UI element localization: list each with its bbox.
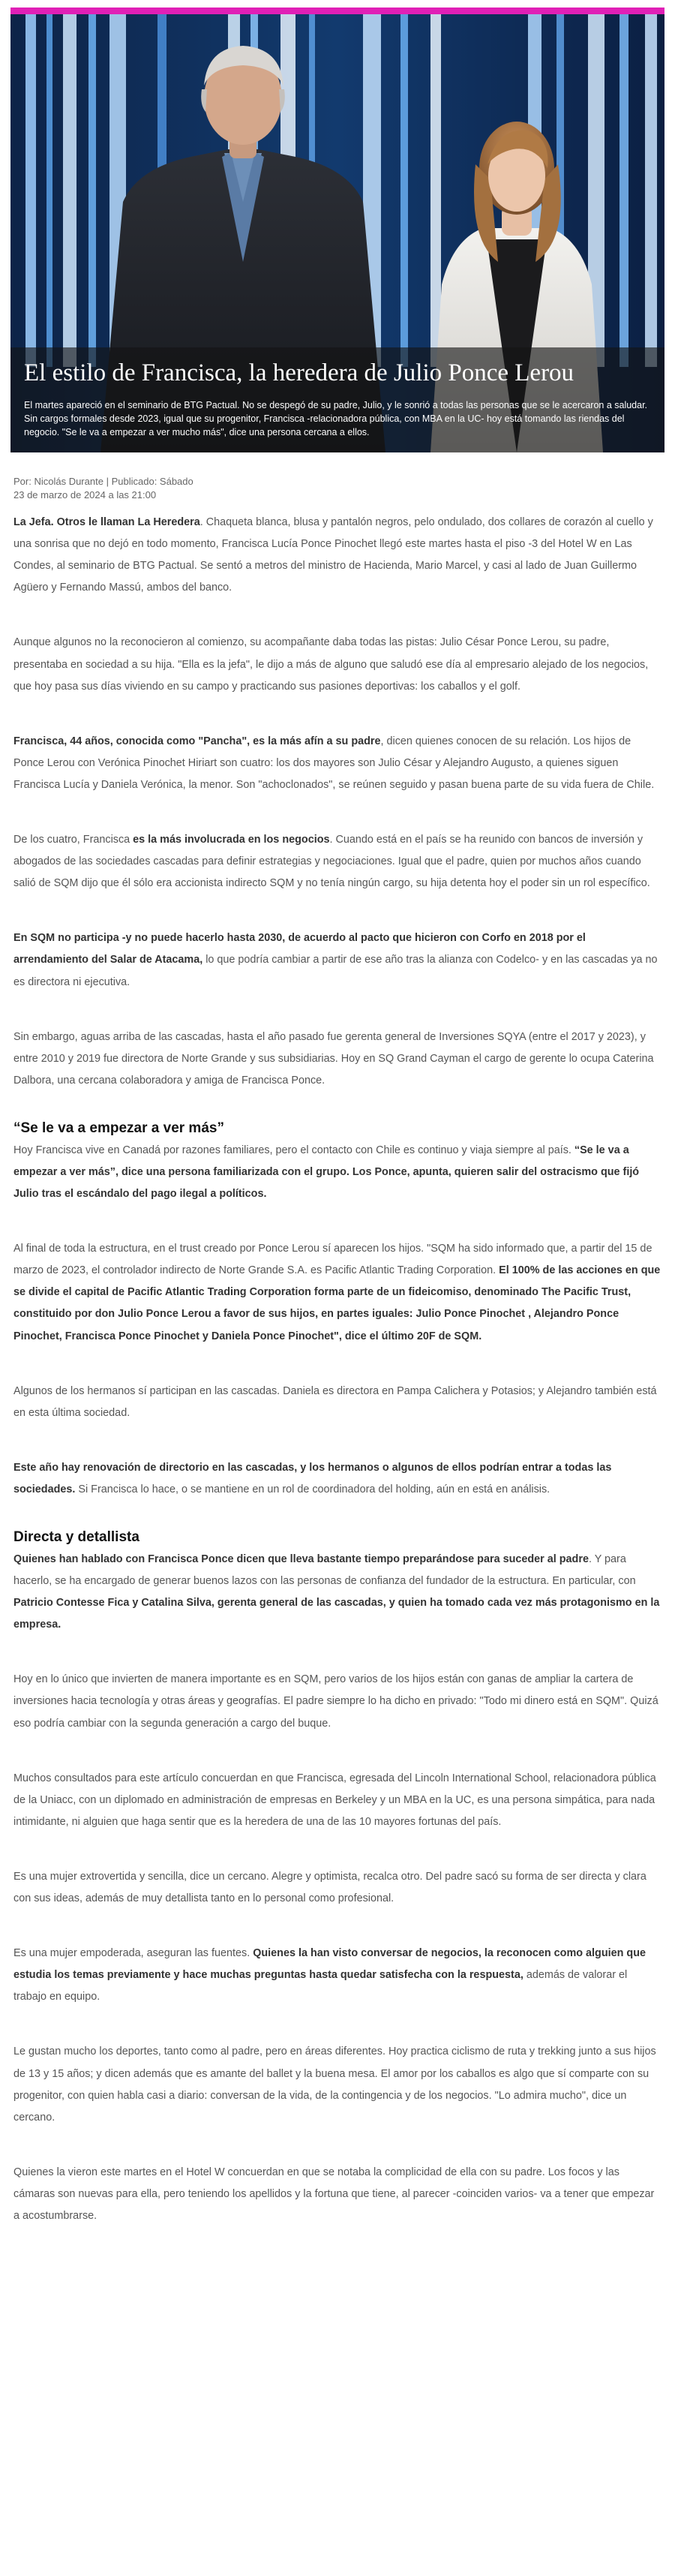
- paragraph-11: [14, 1549, 662, 1636]
- paragraph-14: [14, 1866, 662, 1910]
- body-text: Es una mujer extrovertida y sencilla, dice un cercano. Alegre y optimista, recalca otro. Del padre sacó su forma de ser directa y clara con sus ideas, además de muy detallista tanto en lo personal como profesional.: [14, 1870, 646, 1905]
- body-text: Es una mujer empoderada, aseguran las fuentes.: [14, 1947, 254, 1960]
- bold-text: Patricio Contesse Fica y Catalina Silva, gerenta general de las cascadas, y quien ha tomado cada vez más protagonismo en la empresa.: [14, 1597, 660, 1631]
- paragraph-15: [14, 1943, 662, 2008]
- body-text: además de valorar el trabajo en equipo.: [14, 1969, 628, 2003]
- section-heading: “Se le va a empezar a ver más”: [14, 1120, 224, 1136]
- author[interactable]: Por: Nicolás Durante: [14, 476, 104, 487]
- meta-separator: |: [106, 476, 109, 487]
- bold-text: En SQM no participa -y no puede hacerlo hasta 2030, de acuerdo al pacto que hicieron con Corfo en 2018 por el arrendamiento del Salar de Atacama,: [14, 932, 586, 966]
- paragraph-16: [14, 2041, 662, 2128]
- paragraph-8: [14, 1238, 662, 1347]
- bold-text: Quienes la han visto conversar de negocios, la reconocen como alguien que estudia los temas previamente y hace muchas preguntas hasta quedar satisfecha con la respuesta,: [14, 1947, 646, 1982]
- hero-image: [10, 14, 664, 452]
- paragraph-5: [14, 927, 662, 993]
- bold-text: es la más involucrada en los negocios: [133, 834, 330, 846]
- body-text: , dicen quienes conocen de su relación. Los hijos de Ponce Lerou con Verónica Pinochet Hiriart son cuatro: los dos mayores son Julio César y Alejandro Augusto, a quienes siguen Francisca Lucía y Daniela Verónica, la menor. Son "achoclonados", se reúnen seguido y pasan buena parte de su vida fuera de Chile.: [14, 735, 655, 791]
- body-text: Aunque algunos no la reconocieron al comienzo, su acompañante daba todas las pistas: Julio César Ponce Lerou, su padre, presentaba en sociedad a su hija. "Ella es la jefa", le dijo a más de alguno que saludó ese día al empresario alejado de los negocios, que hoy pasa sus días viviendo en su campo y practicando sus pasiones deportivas: los caballos y el golf.: [14, 636, 649, 693]
- bold-text: Francisca, 44 años, conocida como "Pancha", es la más afín a su padre: [14, 735, 381, 747]
- paragraph-3: [14, 731, 662, 796]
- body-text: Hoy Francisca vive en Canadá por razones familiares, pero el contacto con Chile es continuo y viaja siempre al país.: [14, 1144, 574, 1156]
- body-text: . Chaqueta blanca, blusa y pantalón negros, pelo ondulado, dos collares de corazón al cuello y una sonrisa que no dejó en todo momento, Francisca Lucía Ponce Pinochet llegó este martes hasta el piso -3 del Hotel W en Las Condes, al seminario de BTG Pactual. Se sentó a metros del ministro de Hacienda, Mario Marcel, y casi al lado de Juan Guillermo Agüero y Fernando Massú, ambos del banco.: [14, 516, 653, 594]
- hero-caption: [10, 347, 664, 452]
- body-text: Si Francisca lo hace, o se mantiene en un rol de coordinadora del holding, aún en está en análisis.: [75, 1483, 550, 1495]
- body-text: lo que podría cambiar a partir de ese año tras la alianza con Codelco- y en las cascadas ya no es directora ni ejecutiva.: [14, 954, 658, 988]
- bold-text: La Jefa. Otros le llaman La Heredera: [14, 516, 200, 529]
- body-text: Quienes la vieron este martes en el Hotel W concuerdan en que se notaba la complicidad de ella con su padre. Los focos y las cámaras son nuevas para ella, pero teniendo los apellidos y la fortuna que tiene, al parecer -coinciden varios- va a tener que empezar a acostumbrarse.: [14, 2166, 655, 2222]
- bold-text: El 100% de las acciones en que se divide el capital de Pacific Atlantic Trading Corporation forma parte de un fideicomiso, denominado The Pacific Trust, constituido por don Julio Ponce Lerou a favor de sus hijos, en partes iguales: Julio Ponce Pinochet , Alejandro Ponce Pinochet, Francisca Ponce Pinochet y Daniela Ponce Pinochet", dice el último 20F de SQM.: [14, 1264, 661, 1342]
- paragraph-4: [14, 829, 662, 894]
- body-text: Al final de toda la estructura, en el trust creado por Ponce Lerou sí aparecen los hijos. "SQM ha sido informado que, a partir del 15 de marzo de 2023, el controlador indirecto de Norte Grande S.A. es Pacific Atlantic Trading Corporation.: [14, 1243, 652, 1277]
- accent-bar: [10, 8, 664, 14]
- body-text: De los cuatro, Francisca: [14, 834, 134, 846]
- article-meta: [14, 475, 662, 501]
- paragraph-10: [14, 1457, 662, 1501]
- body-text: . Y para hacerlo, se ha encargado de generar buenos lazos con las personas de confianza del fundador de la estructura. En particular, con: [14, 1553, 636, 1588]
- byline-row: [14, 475, 662, 488]
- bold-text: Este año hay renovación de directorio en las cascadas, y los hermanos o algunos de ellos podrían entrar a todas las sociedades.: [14, 1461, 612, 1495]
- published-label: Publicado: Sábado: [111, 476, 194, 487]
- bold-text: Quienes han hablado con Francisca Ponce dicen que lleva bastante tiempo preparándose para suceder al padre: [14, 1553, 589, 1565]
- paragraph-9: [14, 1381, 662, 1424]
- article-summary: El martes apareció en el seminario de BTG Pactual. No se despegó de su padre, Julio, y le sonrió a todas las personas que se le acercaron a saludar. Sin cargos formales desde 2023, igual que su progenitor, Francisca -relacionadora pública, con MBA en la UC- hoy está tomando las riendas del negocio. "Se le va a empezar a ver mucho más", dice una persona cercana a ellos.: [24, 399, 648, 437]
- published-date: 23 de marzo de 2024 a las 21:00: [14, 488, 157, 500]
- bold-text: “Se le va a empezar a ver más”, dice una persona familiarizada con el grupo. Los Ponce, apunta, quieren salir del ostracismo que fijó Julio tras el escándalo del pago ilegal a políticos.: [14, 1144, 640, 1201]
- article-body: [14, 512, 662, 2227]
- paragraph-6: [14, 1026, 662, 1092]
- paragraph-1: [14, 512, 662, 599]
- paragraph-13: [14, 1768, 662, 1833]
- body-text: Hoy en lo único que invierten de manera importante es en SQM, pero varios de los hijos están con ganas de ampliar la cartera de inversiones hacia tecnología y otras áreas y geografías. El padre siempre lo ha dicho en privado: "Todo mi dinero está en SQM". Quizá eso podría cambiar con la segunda generación a cargo del buque.: [14, 1673, 658, 1730]
- body-text: Muchos consultados para este artículo concuerdan en que Francisca, egresada del Lincoln International School, relacionadora pública de la Uniacc, con un diplomado en administración de empresas en Berkeley y un MBA en la UC, es una persona simpática, para nada intimidante, ni alguien que haga sentir que es la heredera de una de las 10 mayores fortunas del país.: [14, 1772, 656, 1828]
- body-text: Algunos de los hermanos sí participan en las cascadas. Daniela es directora en Pampa Calichera y Potasios; y Alejandro también está en esta última sociedad.: [14, 1384, 657, 1419]
- article-title: El estilo de Francisca, la heredera de Julio Ponce Lerou: [24, 359, 574, 386]
- paragraph-12: [14, 1669, 662, 1734]
- paragraph-17: [14, 2162, 662, 2227]
- section-heading: Directa y detallista: [14, 1529, 140, 1545]
- body-text: Le gustan mucho los deportes, tanto como al padre, pero en áreas diferentes. Hoy practica ciclismo de ruta y trekking junto a sus hijos de 13 y 15 años; y dicen además que es amante del ballet y la buena mesa. El amor por los caballos es algo que sí comparte con su progenitor, con quien habla casi a diario: conversan de la vida, de la contingencia y de los negocios. "Lo admira mucho", dice un cercano.: [14, 2045, 656, 2124]
- paragraph-2: [14, 632, 662, 697]
- paragraph-7: [14, 1140, 662, 1205]
- body-text: . Cuando está en el país se ha reunido con bancos de inversión y abogados de las sociedades cascadas para definir estrategias y negociaciones. Igual que el padre, quien por muchos años cuando salió de SQM dijo que él sólo era accionista indirecto SQM y no tenía ningún cargo, su hija detenta hoy el poder sin un rol específico.: [14, 834, 650, 890]
- body-text: Sin embargo, aguas arriba de las cascadas, hasta el año pasado fue gerenta general de Inversiones SQYA (entre el 2017 y 2023), y entre 2010 y 2019 fue directora de Norte Grande y sus subsidiarias. Hoy en SQ Grand Cayman el cargo de gerente lo ocupa Caterina Dalbora, una cercana colaboradora y amiga de Francisca Ponce.: [14, 1030, 654, 1087]
